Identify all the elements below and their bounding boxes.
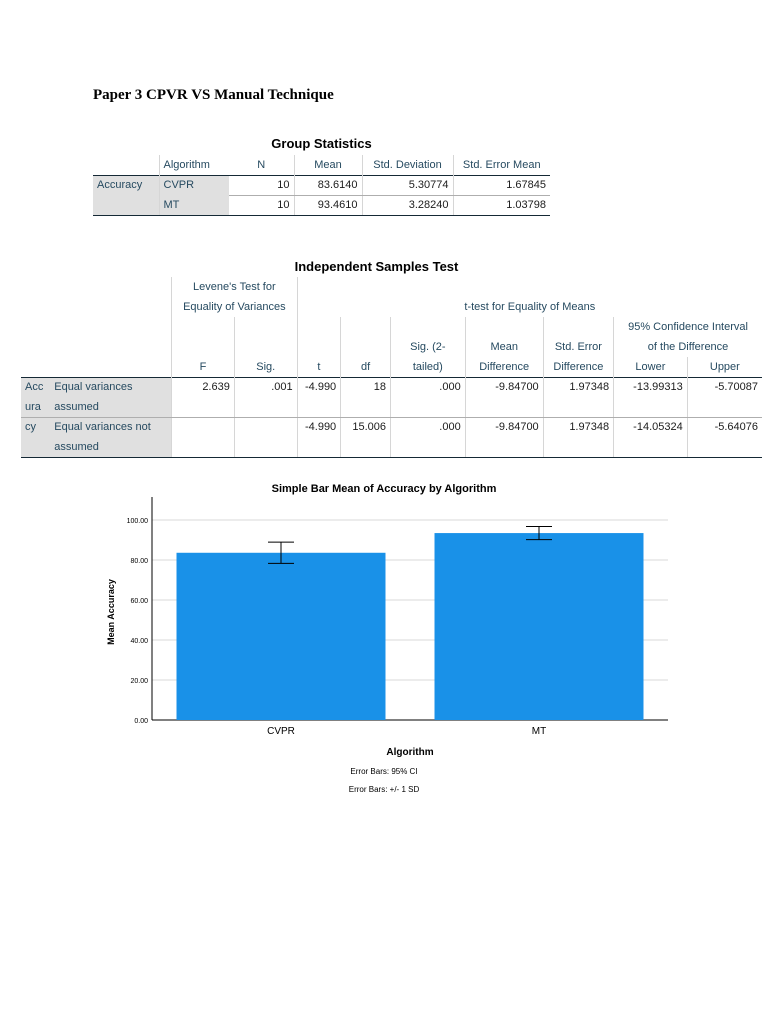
cell-std-error-difference: 1.97348 xyxy=(543,417,613,437)
y-tick-label: 100.00 xyxy=(126,518,148,525)
group-statistics-title: Group Statistics xyxy=(271,136,372,151)
cell-upper: -5.64076 xyxy=(687,417,762,437)
y-tick-label: 20.00 xyxy=(130,678,148,685)
bar-cvpr xyxy=(177,553,386,720)
header-difference-se: Difference xyxy=(543,357,613,377)
row-label-equal-variances-not: Equal variances not xyxy=(50,417,171,437)
levene-header: Levene's Test for xyxy=(172,277,298,297)
cell-n: 10 xyxy=(229,175,294,195)
cell-std-deviation: 5.30774 xyxy=(362,175,453,195)
cell-sig-2-tailed: .000 xyxy=(391,417,466,437)
header-t: t xyxy=(297,357,341,377)
cell-std-deviation: 3.28240 xyxy=(362,195,453,215)
header-std-deviation: Std. Deviation xyxy=(362,155,453,175)
group-statistics-table xyxy=(93,155,550,216)
header-tailed: tailed) xyxy=(391,357,466,377)
independent-samples-test-title: Independent Samples Test xyxy=(294,259,459,274)
cell-t: -4.990 xyxy=(297,377,341,397)
cell-mean: 93.4610 xyxy=(294,195,362,215)
header-std-error-difference: Std. Error xyxy=(543,337,613,357)
cell-mean-difference: -9.84700 xyxy=(465,417,543,437)
y-tick-label: 0.00 xyxy=(134,718,148,725)
header-algorithm: Algorithm xyxy=(159,155,229,175)
cell-t: -4.990 xyxy=(297,417,341,437)
x-tick-label: CVPR xyxy=(267,726,295,737)
header-f: F xyxy=(172,357,235,377)
header-std-error-mean: Std. Error Mean xyxy=(453,155,550,175)
header-n: N xyxy=(257,158,266,171)
header-df: df xyxy=(341,357,391,377)
ttest-header: t-test for Equality of Means xyxy=(297,297,762,317)
table-row: cy Equal variances not -4.990 15.006 .000 -9.84700 1.97348 -14.05324 -5.64076 xyxy=(21,417,762,437)
ci-header-line-2: of the Difference xyxy=(614,337,762,357)
chart-footnote-ci: Error Bars: 95% CI xyxy=(350,767,418,776)
ci-header: 95% Confidence Interval xyxy=(614,317,762,337)
header-upper: Upper xyxy=(687,357,762,377)
group-statistics-header-row xyxy=(93,155,550,175)
y-tick-label: 40.00 xyxy=(130,638,148,645)
chart-title: Simple Bar Mean of Accuracy by Algorithm xyxy=(271,483,497,495)
row-label-accuracy: Accuracy xyxy=(93,175,159,195)
cell-algorithm: CVPR xyxy=(159,175,229,195)
cell-df: 15.006 xyxy=(341,417,391,437)
table-row xyxy=(93,175,550,195)
cell-std-error-mean: 1.67845 xyxy=(453,175,550,195)
y-tick-label: 80.00 xyxy=(130,558,148,565)
document-heading: Paper 3 CPVR VS Manual Technique xyxy=(93,87,334,103)
levene-header-line-2: Equality of Variances xyxy=(172,297,298,317)
cell-upper: -5.70087 xyxy=(687,377,762,397)
header-mean-difference: Mean xyxy=(465,337,543,357)
cell-n: 10 xyxy=(229,195,294,215)
cell-df: 18 xyxy=(341,377,391,397)
table-row xyxy=(93,195,550,215)
header-sig-2-tailed: Sig. (2- xyxy=(391,337,466,357)
cell-std-error-difference: 1.97348 xyxy=(543,377,613,397)
independent-samples-test-table xyxy=(21,277,762,458)
cell-std-error-mean: 1.03798 xyxy=(453,195,550,215)
bar-mt xyxy=(435,533,644,720)
cell-f xyxy=(172,417,235,437)
cell-mean-difference: -9.84700 xyxy=(465,377,543,397)
row-label-accuracy: Acc xyxy=(21,377,50,397)
table-row: assumed xyxy=(21,437,762,457)
cell-algorithm: MT xyxy=(159,195,229,215)
chart-footnote-sd: Error Bars: +/- 1 SD xyxy=(348,785,420,794)
cell-f: 2.639 xyxy=(172,377,235,397)
cell-sig xyxy=(234,417,297,437)
cell-mean: 83.6140 xyxy=(294,175,362,195)
cell-lower: -14.05324 xyxy=(614,417,688,437)
y-axis-label: Mean Accuracy xyxy=(106,579,116,645)
table-row: ura assumed xyxy=(21,397,762,417)
header-difference: Difference xyxy=(465,357,543,377)
cell-sig: .001 xyxy=(234,377,297,397)
y-tick-label: 60.00 xyxy=(130,598,148,605)
header-sig: Sig. xyxy=(234,357,297,377)
row-label-equal-variances: Equal variances xyxy=(50,377,171,397)
header-lower: Lower xyxy=(614,357,688,377)
table-row xyxy=(21,377,762,397)
cell-lower: -13.99313 xyxy=(614,377,688,397)
bar-chart xyxy=(0,470,768,770)
x-axis-label: Algorithm xyxy=(386,747,434,758)
header-mean: Mean xyxy=(294,155,362,175)
cell-sig-2-tailed: .000 xyxy=(391,377,466,397)
x-tick-label: MT xyxy=(531,726,547,737)
